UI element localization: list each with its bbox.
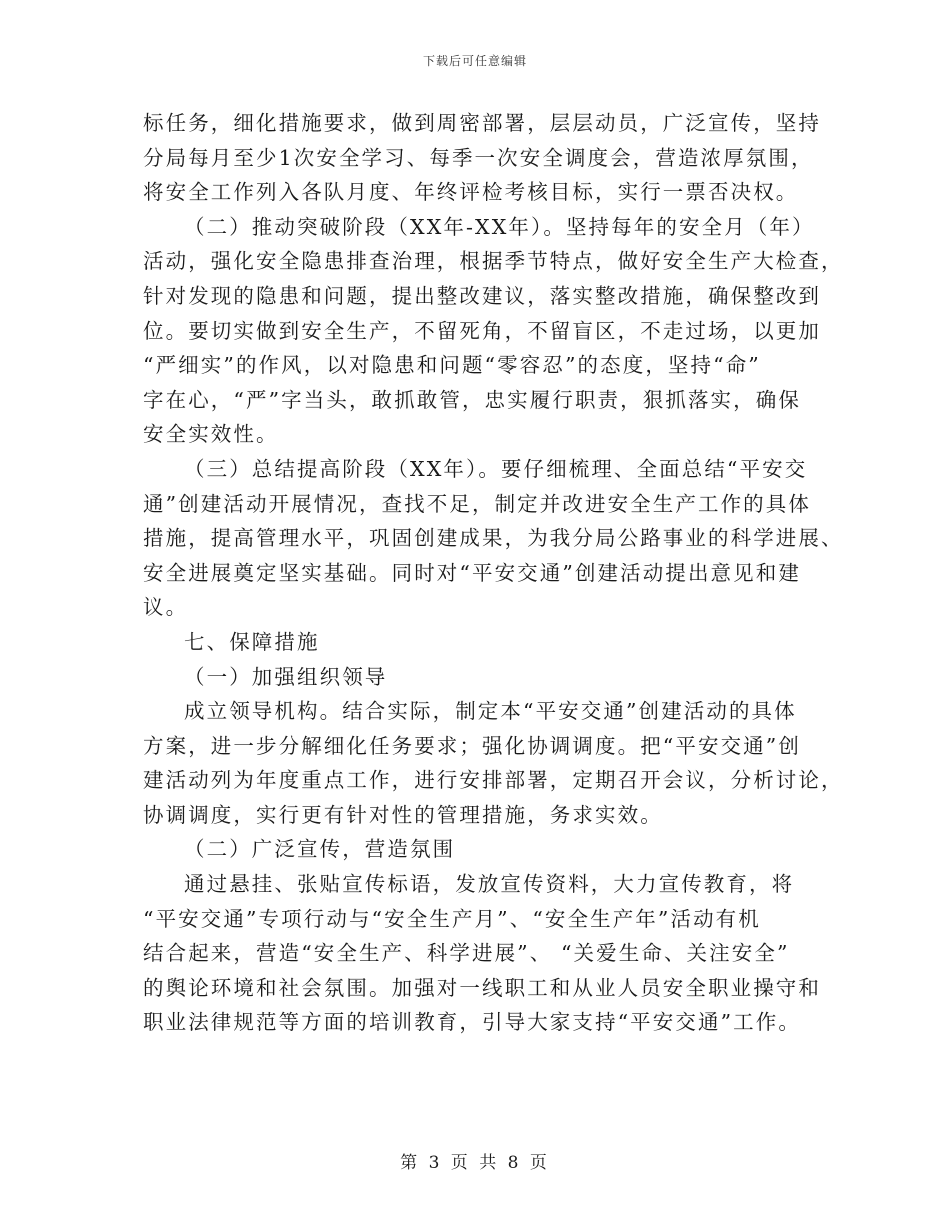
text-line: （二）广泛宣传，营造氛围 bbox=[184, 837, 456, 862]
text-line: “严细实”的作风，以对隐患和问题“零容忍”的态度，坚持“命” bbox=[143, 353, 761, 378]
text-line: 标任务，细化措施要求，做到周密部署，层层动员，广泛宣传，坚持 bbox=[143, 111, 821, 135]
text-line: 协调调度，实行更有针对性的管理措施，务求实效。 bbox=[143, 802, 663, 827]
text-line: 分局每月至少1次安全学习、每季一次安全调度会，营造浓厚氛围， bbox=[143, 145, 814, 170]
text-line: 将安全工作列入各队月度、年终评检考核目标，实行一票否决权。 bbox=[143, 180, 799, 205]
text-line: 安全进展奠定坚实基础。同时对“平安交通”创建活动提出意见和建 bbox=[143, 560, 801, 585]
text-line: 建活动列为年度重点工作，进行安排部署，定期召开会议，分析讨论， bbox=[143, 768, 844, 793]
text-line: 职业法律规范等方面的培训教育，引导大家支持“平安交通”工作。 bbox=[143, 1010, 801, 1035]
text-line: 议。 bbox=[143, 595, 189, 620]
text-line: （三）总结提高阶段（XX年）。要仔细梳理、全面总结“平安交 bbox=[184, 456, 808, 481]
text-line: 措施，提高管理水平，巩固创建成果，为我分局公路事业的科学进展、 bbox=[143, 526, 844, 551]
page-number: 第 3 页 共 8 页 bbox=[400, 1153, 550, 1173]
text-line: （二）推动突破阶段（XX年-XX年）。坚持每年的安全月（年） bbox=[184, 214, 815, 239]
text-line: 字在心，“严”字当头，敢抓敢管，忠实履行职责，狠抓落实，确保 bbox=[143, 387, 801, 412]
text-line: 成立领导机构。结合实际，制定本“平安交通”创建活动的具体 bbox=[184, 699, 797, 724]
text-line: 七、保障措施 bbox=[184, 629, 320, 654]
text-line: 结合起来，营造“安全生产、科学进展”、 “关爱生命、关注安全” bbox=[143, 941, 790, 966]
text-line: 活动，强化安全隐患排查治理，根据季节特点，做好安全生产大检查， bbox=[143, 249, 844, 274]
page-header-note: 下载后可任意编辑 bbox=[422, 54, 527, 68]
text-line: 针对发现的隐患和问题，提出整改建议，落实整改措施，确保整改到 bbox=[143, 283, 821, 308]
text-line: 的舆论环境和社会氛围。加强对一线职工和从业人员安全职业操守和 bbox=[143, 975, 821, 1000]
text-line: 通”创建活动开展情况，查找不足，制定并改进安全生产工作的具体 bbox=[143, 491, 811, 516]
text-line: （一）加强组织领导 bbox=[184, 664, 388, 689]
text-line: “平安交通”专项行动与“安全生产月”、“安全生产年”活动有机 bbox=[143, 906, 761, 931]
text-line: 位。要切实做到安全生产，不留死角，不留盲区，不走过场，以更加 bbox=[143, 318, 821, 343]
text-line: 安全实效性。 bbox=[143, 422, 279, 447]
document-body bbox=[143, 106, 844, 1040]
text-line: 方案，进一步分解细化任务要求；强化协调调度。把“平安交通”创 bbox=[143, 733, 801, 758]
text-line: 通过悬挂、张贴宣传标语，发放宣传资料，大力宣传教育，将 bbox=[184, 872, 795, 897]
